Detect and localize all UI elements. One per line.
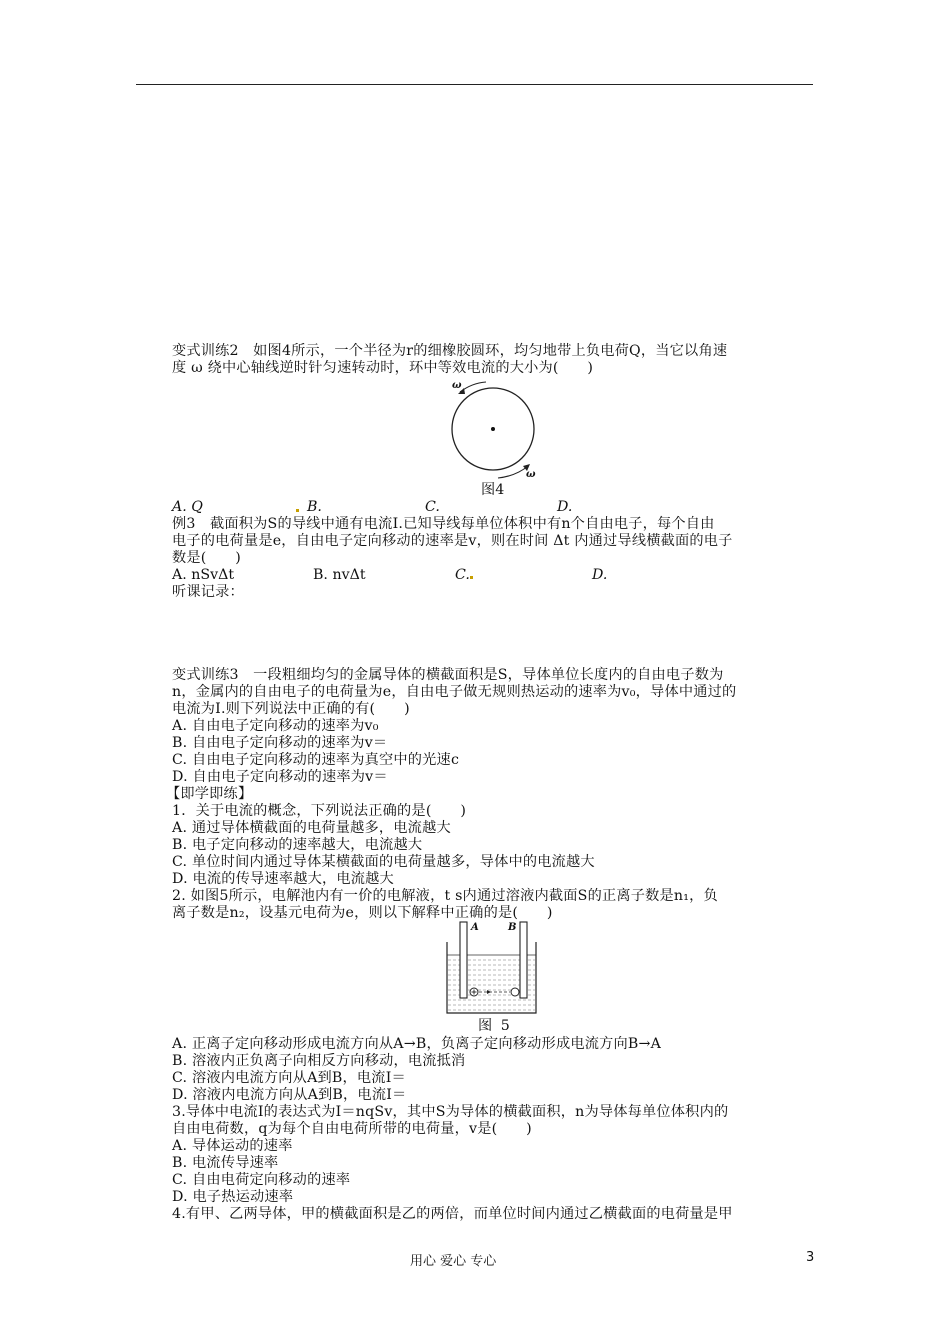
electrode-a	[460, 922, 467, 998]
q3-option-c: C. 自由电荷定向移动的速率	[172, 1172, 351, 1188]
q3-option-a: A. 导体运动的速率	[172, 1138, 293, 1154]
q2-option-a: A. 正离子定向移动形成电流方向从A→B，负离子定向移动形成电流方向B→A	[172, 1036, 662, 1052]
q3-line2: 自由电荷数，q为每个自由电荷所带的电荷量，v是( )	[172, 1121, 532, 1137]
variant3-line2: n，金属内的自由电子的电荷量为e，自由电子做无规则热运动的速率为v₀，导体中通过的	[172, 684, 737, 700]
example3-option-d: D.	[592, 567, 608, 583]
variant3-option-d: D. 自由电子定向移动的速率为v＝	[172, 769, 388, 785]
omega-bottom-label: ω	[526, 469, 536, 480]
rotation-arrow-bottom	[498, 466, 528, 478]
ring-center-dot	[491, 427, 495, 431]
example3-line3: 数是( )	[172, 550, 242, 566]
example3-line2: 电子的电荷量是e，自由电子定向移动的速率是v，则在时间 Δt 内通过导线横截面的电子	[172, 533, 733, 549]
variant2-option-c: C.	[425, 499, 440, 515]
variant3-line1: 变式训练3 一段粗细均匀的金属导体的横截面积是S，导体单位长度内的自由电子数为	[172, 667, 724, 683]
example3-line1: 例3 截面积为S的导线中通有电流I.已知导线每单位体积中有n个自由电子，每个自由	[172, 516, 715, 532]
q4-line1: 4.有甲、乙两导体，甲的横截面积是乙的两倍，而单位时间内通过乙横截面的电荷量是甲	[172, 1206, 733, 1222]
q2-option-b: B. 溶液内正负离子向相反方向移动，电流抵消	[172, 1053, 466, 1069]
q2-option-d: D. 溶液内电流方向从A到B，电流I＝	[172, 1087, 407, 1103]
variant3-option-b: B. 自由电子定向移动的速率为v＝	[172, 735, 388, 751]
q1-option-d: D. 电流的传导速率越大，电流越大	[172, 871, 394, 887]
variant2-line1: 变式训练2 如图4所示，一个半径为r的细橡胶圆环，均匀地带上负电荷Q，当它以角速	[172, 343, 728, 359]
notes-label: 听课记录：	[172, 584, 244, 600]
figure5-caption: 图 5	[478, 1018, 512, 1034]
q1-option-c: C. 单位时间内通过导体某横截面的电荷量越多，导体中的电流越大	[172, 854, 595, 870]
variant3-line3: 电流为I.则下列说法中正确的有( )	[172, 701, 410, 717]
variant2-line2: 度 ω 绕中心轴线逆时针匀速转动时，环中等效电流的大小为( )	[172, 360, 594, 376]
figure4-ring	[440, 378, 550, 484]
q2-option-c: C. 溶液内电流方向从A到B，电流I＝	[172, 1070, 406, 1086]
header-rule	[136, 84, 813, 85]
negative-ion	[511, 988, 519, 996]
electrode-b	[520, 922, 527, 998]
variant2-option-a: A. Q	[172, 499, 203, 515]
figure5-electrolytic-cell	[444, 920, 540, 1016]
electrode-b-label: B	[508, 922, 517, 933]
formula-placeholder-dot	[296, 509, 299, 512]
q2-line1: 2. 如图5所示，电解池内有一价的电解液，t s内通过溶液内截面S的正离子数是n₁，负	[172, 888, 718, 904]
footer-text: 用心 爱心 专心	[410, 1254, 497, 1269]
example3-option-b: B. nvΔt	[313, 567, 366, 583]
figure4-caption: 图4	[481, 482, 505, 498]
q3-line1: 3.导体中电流I的表达式为I＝nqSv，其中S为导体的横截面积，n为导体每单位体积内的	[172, 1104, 729, 1120]
electrode-a-label: A	[471, 922, 479, 933]
page-number: 3	[806, 1250, 815, 1265]
omega-top-label: ω	[452, 380, 462, 391]
example3-option-c: C.	[455, 567, 470, 583]
variant2-option-b: B.	[307, 499, 322, 515]
q1-option-b: B. 电子定向移动的速率越大，电流越大	[172, 837, 423, 853]
variant3-option-a: A. 自由电子定向移动的速率为v₀	[172, 718, 379, 734]
variant3-option-c: C. 自由电子定向移动的速率为真空中的光速c	[172, 752, 460, 768]
q1-option-a: A. 通过导体横截面的电荷量越多，电流越大	[172, 820, 451, 836]
q1-stem: 1．关于电流的概念，下列说法正确的是( )	[172, 803, 467, 819]
practice-heading: 【即学即练】	[166, 786, 253, 802]
variant2-option-d: D.	[557, 499, 573, 515]
q3-option-d: D. 电子热运动速率	[172, 1189, 294, 1205]
formula-placeholder-dot	[470, 576, 473, 579]
example3-option-a: A. nSvΔt	[172, 567, 235, 583]
q3-option-b: B. 电流传导速率	[172, 1155, 279, 1171]
q2-line2: 离子数是n₂，设基元电荷为e，则以下解释中正确的是( )	[172, 905, 553, 921]
